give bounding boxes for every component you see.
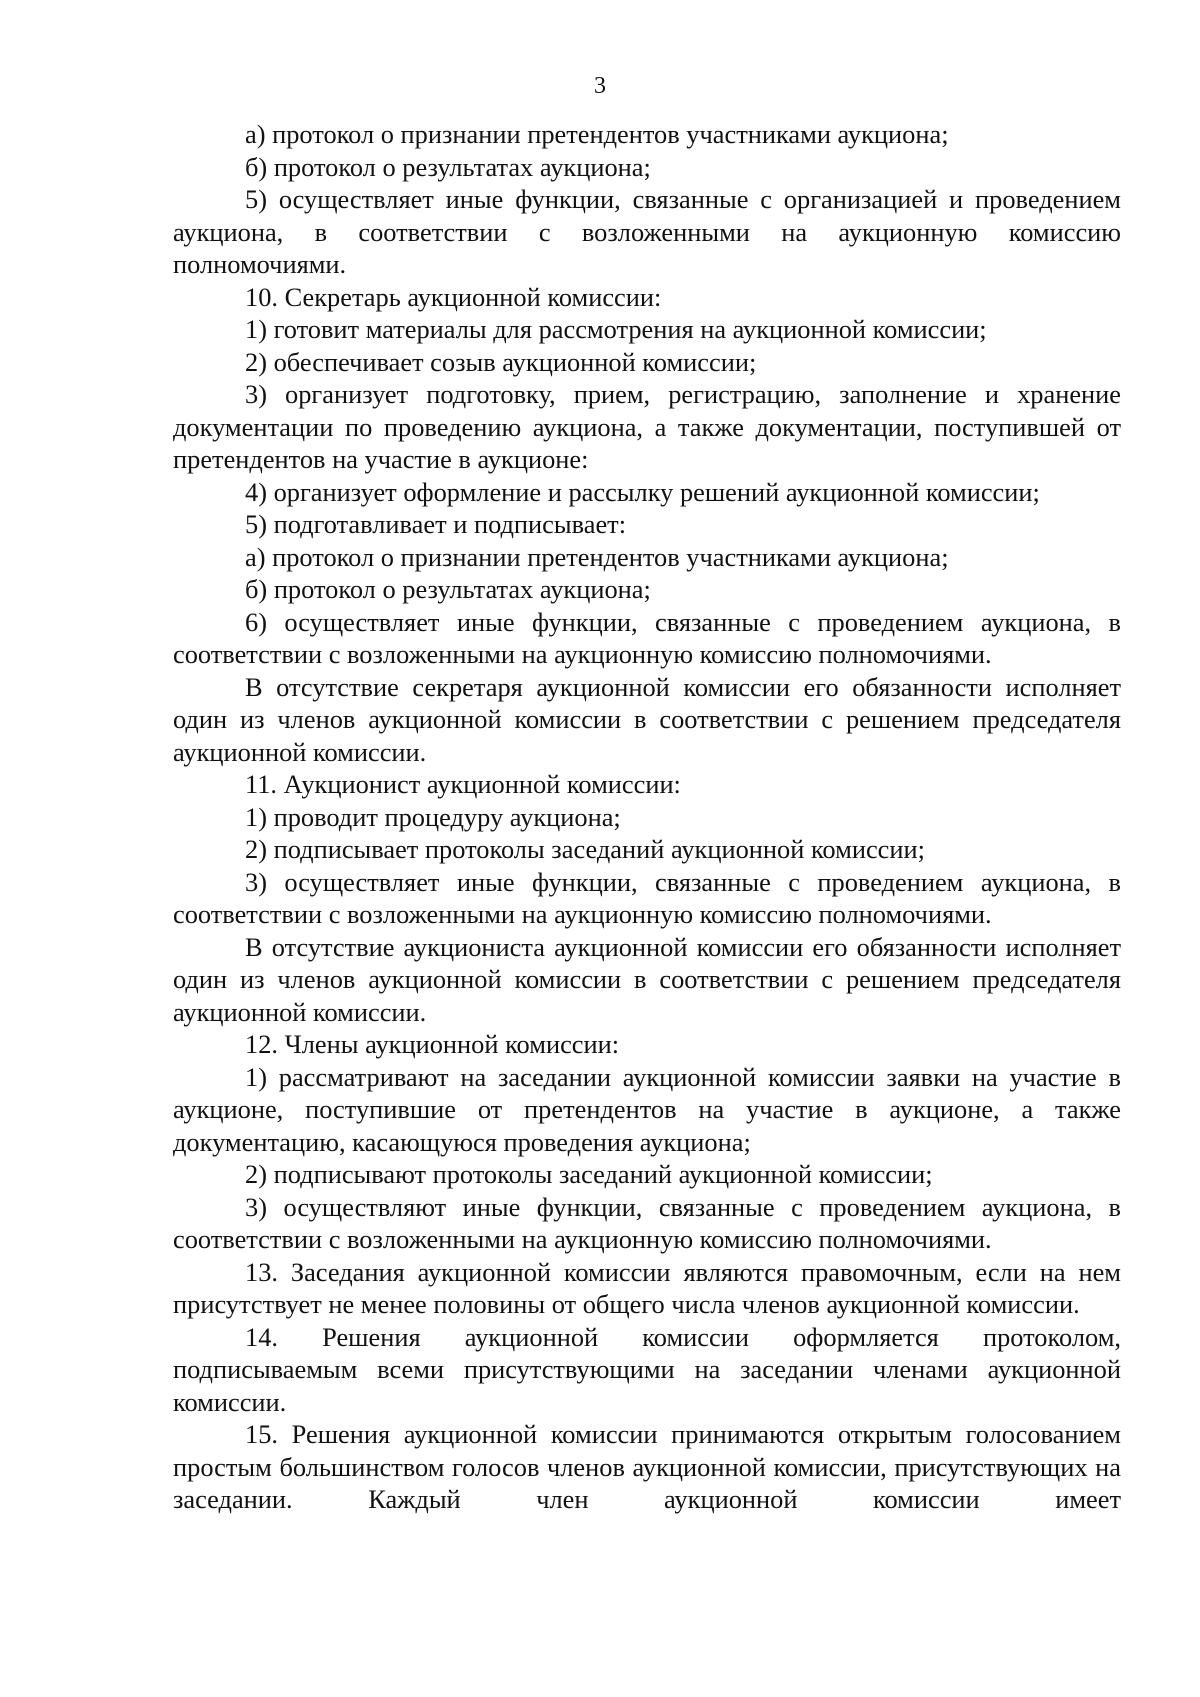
document-paragraph: 4) организует оформление и рассылку решений аукционной комиссии; xyxy=(245,476,1040,507)
document-paragraph: 10. Секретарь аукционной комиссии: xyxy=(245,281,662,312)
document-paragraph: 6) осуществляет иные функции, связанные с проведением аукциона, в соответствии с возложенными на аукционную комиссию полномочиями. xyxy=(173,606,1121,669)
document-paragraph: а) протокол о признании претендентов участниками аукциона; xyxy=(245,119,949,149)
document-paragraph: В отсутствие секретаря аукционной комиссии его обязанности исполняет один из членов аукционной комиссии в соответствии с решением председателя аукционной комиссии. xyxy=(173,671,1121,767)
document-paragraph: 2) обеспечивает созыв аукционной комиссии; xyxy=(245,346,757,377)
document-paragraph: 1) рассматривают на заседании аукционной комиссии заявки на участие в аукционе, поступившие от претендентов на участие в аукционе, а также документацию, касающуюся проведения аукциона; xyxy=(173,1061,1121,1157)
document-paragraph: 12. Члены аукционной комиссии: xyxy=(245,1029,620,1059)
document-paragraph: 14. Решения аукционной комиссии оформляется протоколом, подписываемым всеми присутствующими на заседании членами аукционной комиссии. xyxy=(173,1321,1121,1417)
document-paragraph: В отсутствие аукциониста аукционной комиссии его обязанности исполняет один из членов аукционной комиссии в соответствии с решением председателя аукционной комиссии. xyxy=(173,931,1121,1027)
document-paragraph: 5) подготавливает и подписывает: xyxy=(245,509,627,539)
document-paragraph: 3) осуществляет иные функции, связанные с проведением аукциона, в соответствии с возложенными на аукционную комиссию полномочиями. xyxy=(173,866,1121,929)
document-paragraph: 2) подписывают протоколы заседаний аукционной комиссии; xyxy=(245,1159,933,1189)
document-paragraph: 13. Заседания аукционной комиссии являются правомочным, если на нем присутствует не менее половины от общего числа членов аукционной комиссии. xyxy=(173,1256,1121,1319)
document-body xyxy=(173,118,1121,1516)
document-paragraph: 1) готовит материалы для рассмотрения на аукционной комиссии; xyxy=(245,314,987,344)
document-paragraph: 3) организует подготовку, прием, регистрацию, заполнение и хранение документации по проведению аукциона, а также документации, поступившей от претендентов на участие в аукционе: xyxy=(173,379,1121,474)
page-number: 3 xyxy=(594,73,606,99)
document-paragraph: б) протокол о результатах аукциона; xyxy=(245,574,651,604)
document-paragraph: 15. Решения аукционной комиссии принимаются открытым голосованием простым большинством голосов членов аукционной комиссии, присутствующих на заседании. Каждый член аукционной комиссии имеет xyxy=(173,1419,1121,1514)
document-paragraph: 1) проводит процедуру аукциона; xyxy=(245,801,621,832)
document-paragraph: 2) подписывает протоколы заседаний аукционной комиссии; xyxy=(245,834,925,864)
document-paragraph: 11. Аукционист аукционной комиссии: xyxy=(245,769,681,799)
document-paragraph: 5) осуществляет иные функции, связанные с организацией и проведением аукциона, в соответствии с возложенными на аукционную комиссию полномочиями. xyxy=(173,184,1121,279)
document-paragraph: 3) осуществляют иные функции, связанные с проведением аукциона, в соответствии с возложенными на аукционную комиссию полномочиями. xyxy=(173,1191,1121,1254)
document-paragraph: а) протокол о признании претендентов участниками аукциона; xyxy=(245,541,949,572)
document-paragraph: б) протокол о результатах аукциона; xyxy=(245,151,651,182)
